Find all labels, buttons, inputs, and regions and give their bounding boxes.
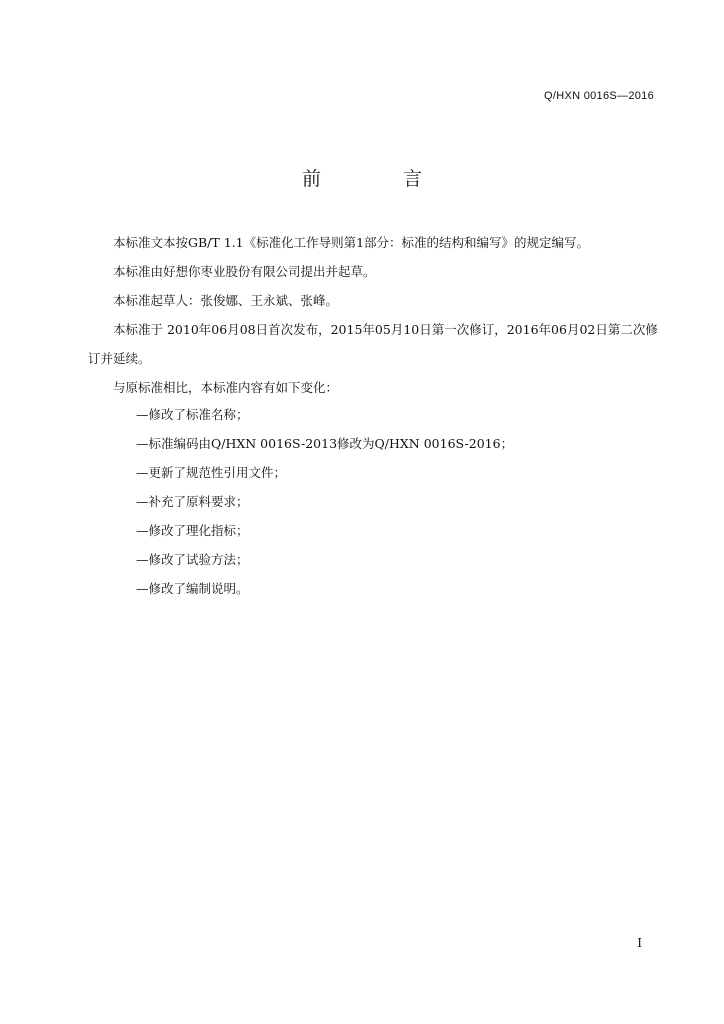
- list-item: —更新了规范性引用文件；: [136, 465, 287, 480]
- paragraph-proposer: 本标准由好想你枣业股份有限公司提出并起草。: [113, 264, 376, 279]
- list-item: —标准编码由Q/HXN 0016S-2013修改为Q/HXN 0016S-2016；: [136, 436, 514, 451]
- paragraph-release-history: 本标准于 2010年06月08日首次发布，2015年05月10日第一次修订，2016年06月02日第二次修订并延续。: [88, 322, 658, 366]
- changes-list: [136, 400, 513, 603]
- paragraph-drafters: 本标准起草人：张俊娜、王永斌、张峰。: [113, 293, 339, 308]
- page-number: I: [637, 936, 642, 950]
- list-item: —修改了标准名称；: [136, 407, 249, 422]
- list-item: —修改了理化指标；: [136, 523, 249, 538]
- paragraph-changes-intro: 与原标准相比，本标准内容有如下变化：: [113, 380, 339, 395]
- page-title: 前 言: [301, 168, 461, 190]
- list-item: —修改了试验方法；: [136, 552, 249, 567]
- list-item: —补充了原料要求；: [136, 494, 249, 509]
- paragraph-drafting-rule: 本标准文本按GB/T 1.1《标准化工作导则第1部分：标准的结构和编写》的规定编写。: [113, 235, 590, 250]
- list-item: —修改了编制说明。: [136, 581, 249, 596]
- document-code: Q/HXN 0016S—2016: [544, 90, 654, 102]
- foreword-body: [88, 228, 660, 402]
